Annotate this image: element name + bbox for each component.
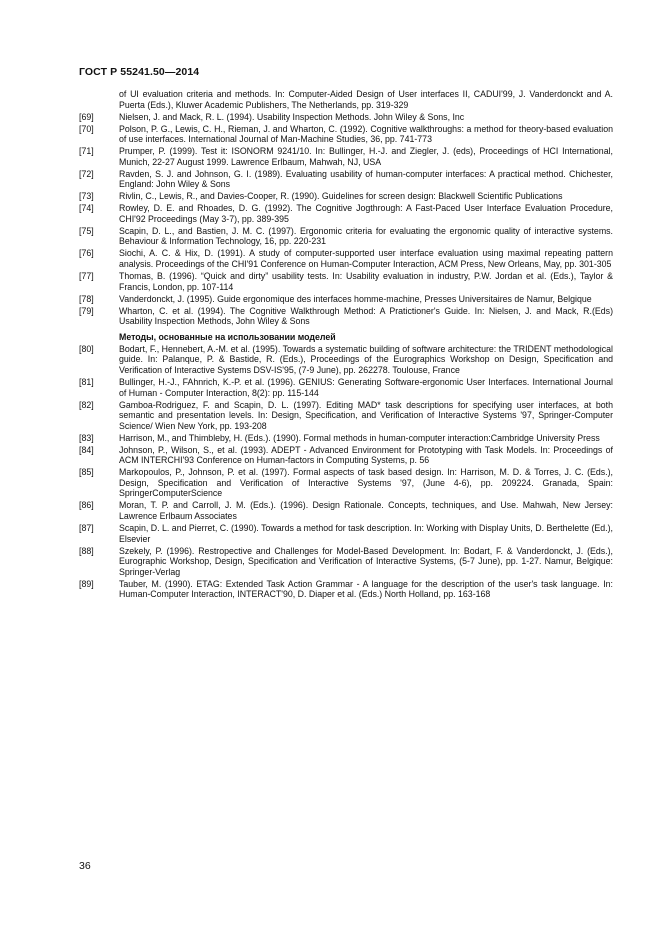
reference-number: [82] xyxy=(79,399,94,410)
reference-number: [83] xyxy=(79,432,94,443)
reference-number: [72] xyxy=(79,168,94,179)
reference-item xyxy=(79,377,613,398)
reference-number: [87] xyxy=(79,522,94,533)
reference-text: Vanderdonckt, J. (1995). Guide ergonomique des interfaces homme-machine, Presses Universitaires de Namur, Belgique xyxy=(119,293,592,304)
reference-item xyxy=(79,146,613,167)
reference-number: [69] xyxy=(79,111,94,122)
reference-text: Johnson, P., Wilson, S., et al. (1993). ADEPT - Advanced Environment for Prototyping with Task Models. In: Proceedings of ACM INTERCHI'93 Conference on Human-factors in Computing Systems, p. 56 xyxy=(119,444,613,466)
reference-item xyxy=(79,523,613,544)
reference-text: Harrison, M., and Thimbleby, H. (Eds.). (1990). Formal methods in human-computer interaction:Cambridge University Press xyxy=(119,432,600,443)
references-group-1 xyxy=(79,112,613,327)
reference-item xyxy=(79,226,613,247)
reference-item xyxy=(79,433,613,444)
reference-item xyxy=(79,306,613,327)
reference-text: Ravden, S. J. and Johnson, G. I. (1989). Evaluating usability of human-computer interfaces: A practical method. Chichester, England: John Wiley & Sons xyxy=(119,168,613,190)
reference-text: Nielsen, J. and Mack, R. L. (1994). Usability Inspection Methods. John Wiley & Sons, Inc xyxy=(119,111,465,122)
reference-number: [76] xyxy=(79,248,94,259)
reference-number: [75] xyxy=(79,225,94,236)
reference-text: Bodart, F., Hennebert, A.-M. et al. (1995). Towards a systematic building of software architecture: the TRIDENT methodological guide. In: Palanque, P. & Bastide, R. (Eds.), Proceedings of the Eurographics Workshop on Design, Specification and Verification of Interactive Systems DSV-IS'95, (7-9 June), pp. 262278. Toulouse, France xyxy=(119,343,613,375)
reference-item xyxy=(79,248,613,269)
reference-item xyxy=(79,500,613,521)
reference-item xyxy=(79,169,613,190)
reference-text: Gamboa-Rodriguez, F. and Scapin, D. L. (1997). Editing MAD* task descriptions for specifying user interfaces, at both semantic and presentation levels. In: Design, Specification, and Verification of Interactive Systems '97, Springer-Computer Science/ Wien New York, pp. 193-208 xyxy=(119,399,613,431)
reference-number: [77] xyxy=(79,271,94,282)
reference-text: Rivlin, C., Lewis, R., and Davies-Cooper, R. (1990). Guidelines for screen design: Blackwell Scientific Publications xyxy=(119,191,563,202)
reference-item xyxy=(79,294,613,305)
reference-number: [70] xyxy=(79,123,94,134)
reference-item xyxy=(79,112,613,123)
reference-item xyxy=(79,579,613,600)
reference-number: [84] xyxy=(79,444,94,455)
reference-number: [78] xyxy=(79,293,94,304)
reference-item xyxy=(79,546,613,578)
reference-item xyxy=(79,191,613,202)
document-header: ГОСТ Р 55241.50—2014 xyxy=(79,66,200,78)
reference-item xyxy=(79,203,613,224)
reference-item xyxy=(79,344,613,376)
reference-number: [73] xyxy=(79,191,94,202)
reference-text: Moran, T. P. and Carroll, J. M. (Eds.). (1996). Design Rationale. Concepts, techniques, and Use. Mahwah, New Jersey: Lawrence Erlbaum Associates xyxy=(119,500,613,521)
reference-text: Szekely, P. (1996). Restropective and Challenges for Model-Based Development. In: Bodart, F. & Vanderdonckt, J. (Eds.), Eurographic Workshop, Design, Specification and Verification of Interactive Systems, (5-7 June), pp. 1-27. Namur, Belgique: Springer-Verlag xyxy=(119,545,613,577)
reference-number: [88] xyxy=(79,545,94,556)
reference-text: Rowley, D. E. and Rhoades, D. G. (1992). The Cognitive Jogthrough: A Fast-Paced User Interface Evaluation Procedure, CHI'92 Proceedings (May 3-7), pp. 389-395 xyxy=(119,203,613,224)
reference-text: Markopoulos, P., Johnson, P. et al. (1997). Formal aspects of task based design. In: Harrison, M. D. & Torres, J. C. (Eds.), Design, Specification and Verification of Interactive Systems '97, (June 4-6), pp. 209224. Granada, Spain: SpringerComputerScience xyxy=(119,467,613,499)
section-title: Методы, основанные на использовании моделей xyxy=(119,331,336,342)
reference-number: [79] xyxy=(79,305,94,316)
reference-number: [86] xyxy=(79,500,94,511)
reference-text: Wharton, C. et al. (1994). The Cognitive Walkthrough Method: A Pratictioner's Guide. In: Nielsen, J. and Mack, R.(Eds) Usability Inspection Methods, John Wiley & Sons xyxy=(119,305,613,327)
reference-text: Siochi, A. C. & Hix, D. (1991). A study of computer-supported user interface evaluation using maximal repeating pattern analysis. Proceedings of the CHI'91 Conference on Human-Computer Interaction, ACM Press, New Orleans, May, pp. 301-305 xyxy=(119,248,613,270)
reference-item xyxy=(79,124,613,145)
reference-number: [81] xyxy=(79,376,94,387)
reference-number: [71] xyxy=(79,146,94,157)
reference-number: [89] xyxy=(79,578,94,589)
references-list xyxy=(79,89,613,600)
references-group-2 xyxy=(79,344,613,600)
reference-text: Polson, P. G., Lewis, C. H., Rieman, J. and Wharton, C. (1992). Cognitive walkthroughs: a method for theory-based evaluation of use interfaces. International Journal of Man-Machine Studies, 36, pp. 741-773 xyxy=(119,123,613,145)
reference-item xyxy=(79,467,613,499)
reference-number: [80] xyxy=(79,343,94,354)
page-number: 36 xyxy=(79,860,91,872)
reference-text: Scapin, D. L., and Bastien, J. M. C. (1997). Ergonomic criteria for evaluating the ergonomic quality of interactive systems. Behaviour & Information Technology, 16, pp. 220-231 xyxy=(119,225,613,247)
reference-text: Prumper, P. (1999). Test it: ISONORM 9241/10. In: Bullinger, H.-J. and Ziegler, J. (eds), Proceedings of HCI International, Munich, 22-27 August 1999. Lawrence Erlbaum, Mahwah, NJ, USA xyxy=(119,146,613,167)
reference-item xyxy=(79,400,613,432)
reference-text: Thomas, B. (1996). “Quick and dirty” usability tests. In: Usability evaluation in industry, P.W. Jordan et al. (Eds.), Taylor & Francis, London, pp. 107-114 xyxy=(119,271,613,292)
reference-text: Bullinger, H.-J., FAhnrich, K.-P. et al. (1996). GENIUS: Generating Software-ergonomic User Interfaces. International Journal of Human - Computer Interaction, 8(2): pp. 115-144 xyxy=(119,376,613,398)
reference-continuation: of UI evaluation criteria and methods. In: Computer-Aided Design of User interfaces II, CADUI'99, J. Vanderdonckt and A. Puerta (Eds.), Kluwer Academic Publishers, The Netherlands, pp. 319-329 xyxy=(119,89,613,110)
reference-item xyxy=(79,445,613,466)
reference-number: [74] xyxy=(79,203,94,214)
reference-text: Tauber, M. (1990). ETAG: Extended Task Action Grammar - A language for the description of the user's task language. In: Human-Computer Interaction, INTERACT'90, D. Diaper et al. (Eds.) North Holland, pp. 163-168 xyxy=(119,578,613,600)
reference-text: Scapin, D. L. and Pierret, C. (1990). Towards a method for task description. In: Working with Display Units, D. Berthelette (Ed.), Elsevier xyxy=(119,522,613,544)
reference-number: [85] xyxy=(79,467,94,478)
reference-item xyxy=(79,271,613,292)
